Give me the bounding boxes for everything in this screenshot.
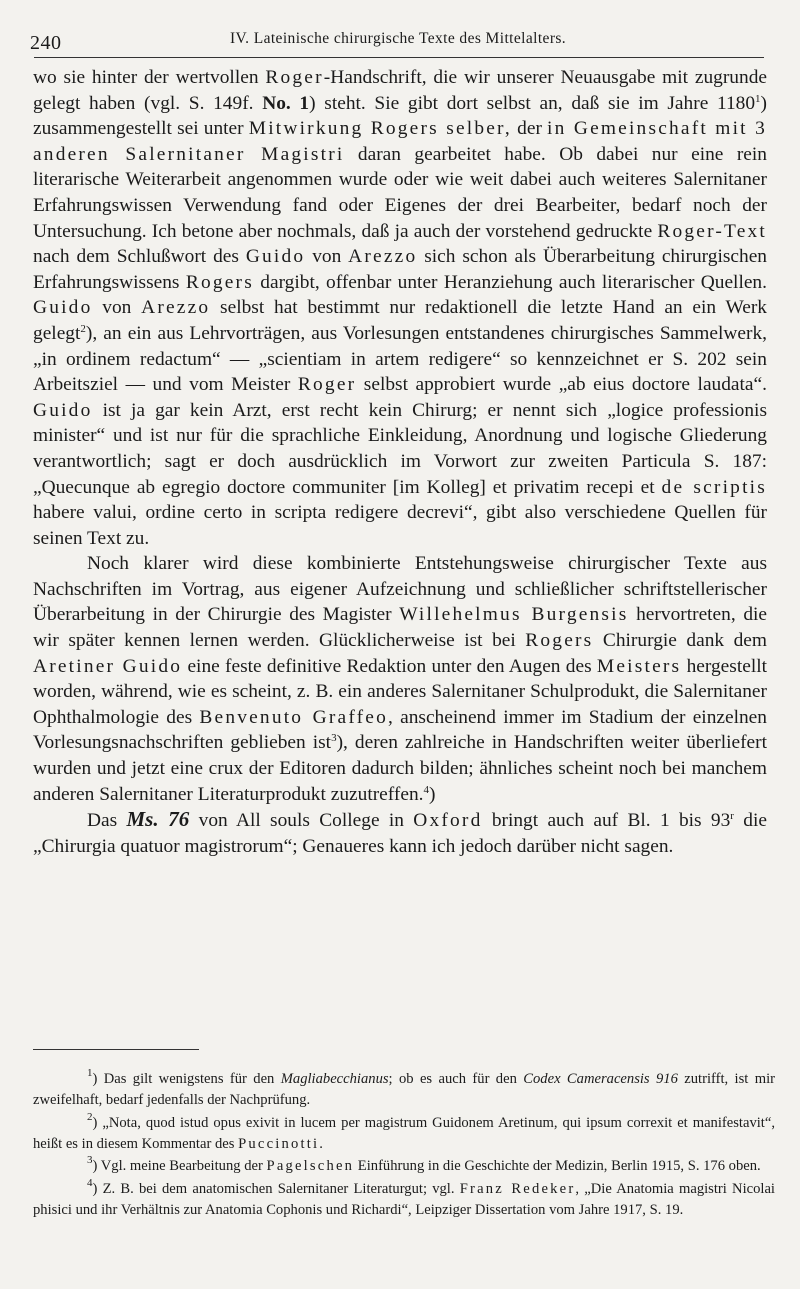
paragraph-3 bbox=[33, 807, 767, 859]
manuscript-reference: Ms. 76 bbox=[126, 807, 190, 832]
footnote-3 bbox=[33, 1156, 775, 1177]
text-run: sich schon als Überarbeitung chirurgischen Erfahrungswissens bbox=[33, 246, 768, 293]
footnote-number: 3 bbox=[87, 1154, 93, 1166]
spaced-name: Guido bbox=[245, 246, 306, 268]
footnote-2 bbox=[33, 1110, 775, 1155]
spaced-phrase: in Gemeinschaft mit 3 anderen Salernitaner Magistri bbox=[33, 118, 767, 165]
spaced-phrase: de scriptis bbox=[661, 476, 767, 498]
text-run: ), an ein aus Lehrvorträgen, aus Vorlesungen entstandenes chirurgisches Sammelwerk, „in ordinem redactum“ — „scientiam in artem redigere“ so kennzeichnet er S. 202 sein Arbeitsziel — und vom Meister bbox=[33, 322, 767, 396]
text-run: daran gearbeitet habe. Ob dabei nur eine rein literarische Weiterarbeit angenommen wurde oder wie weit dabei auch weiteres Salernitaner Erfahrungswissen Verwendung fand oder Eigenes der drei Bearbeiter, bedarf noch der Untersuchung. Ich betone aber nochmals, daß ja auch der vorstehend gedruckte bbox=[33, 143, 767, 242]
running-title: IV. Lateinische chirurgische Texte des Mittelalters. bbox=[230, 30, 567, 47]
spaced-name: Franz Redeker bbox=[459, 1180, 576, 1197]
spaced-name: Arezzo bbox=[348, 246, 418, 268]
text-run: hervortreten, die wir später kennen lernen werden. Glücklicherweise ist bei bbox=[33, 604, 768, 652]
text-run: ) Z. B. bei dem anatomischen Salernitaner Literaturgut; vgl. bbox=[92, 1180, 460, 1197]
text-run: Noch klarer wird diese kombinierte Entstehungsweise chirurgischer Texte aus Nachschriften im Vortrag, aus eigener Aufzeichnung und schließlicher schriftstellerischer Überarbeitung in der Chirurgie des Magister bbox=[33, 553, 767, 626]
spaced-name: Pagelschen bbox=[266, 1158, 355, 1174]
text-run: der bbox=[512, 118, 548, 140]
footnote-1 bbox=[33, 1069, 775, 1111]
text-run: ) bbox=[429, 783, 436, 805]
text-run: ist ja gar kein Arzt, erst recht kein Chirurg; er nennt sich „logice professionis minister“ und ist nur für die sprachliche Einkleidung, Anordnung und logische Gliederung verantwortlich; sagt er doch ausdrücklich im Vorwort zur zweiten Particula S. 187: „Quecunque ab egregio doctore communiter [im Kolleg] et privatim recepi et bbox=[33, 399, 767, 498]
page-number: 240 bbox=[30, 32, 62, 54]
text-run: ) Das gilt wenigstens für den bbox=[92, 1071, 281, 1087]
spaced-phrase: Mitwirkung Rogers selber, bbox=[248, 118, 512, 140]
italic-title: Magliabecchianus bbox=[280, 1071, 389, 1087]
text-run: ; ob es auch für den bbox=[388, 1071, 524, 1087]
text-run: wo sie hinter der wertvollen bbox=[33, 67, 266, 88]
text-run: , „Die Anatomia magistri Nicolai phisici und ihr Verhältnis zur Anatomia Cophonis und Richardi“, Leipziger Dissertation vom Jahre 1917, S. 19. bbox=[33, 1180, 775, 1218]
spaced-name: Aretiner Guido bbox=[33, 655, 183, 677]
text-run: ), deren zahlreiche in Handschriften weiter überliefert wurden und jetzt eine crux der Editoren dadurch bilden; ähnliches scheint noch bei manchem anderen Salernitaner Literaturprodukt zuzutreffen. bbox=[33, 732, 767, 805]
text-run: selbst approbiert wurde „ab eius doctore laudata“. bbox=[356, 374, 767, 396]
text-run: selbst hat bestimmt nur redaktionell die letzte Hand an ein Werk gelegt bbox=[33, 297, 768, 344]
text-run: Chirurgie dank dem bbox=[593, 630, 767, 652]
text-run: eine feste definitive Redaktion unter den Augen des bbox=[182, 655, 597, 677]
superscript: r bbox=[730, 810, 734, 823]
text-run: von All souls College in bbox=[189, 810, 414, 832]
spaced-name: Rogers bbox=[185, 271, 254, 293]
main-text bbox=[33, 65, 767, 859]
footnote-rule bbox=[33, 1049, 199, 1050]
text-run: zutrifft, ist mir zweifelhaft, bedarf jedenfalls der Nachprüfung. bbox=[33, 1071, 775, 1108]
text-run: ) Vgl. meine Bearbeitung der bbox=[92, 1158, 267, 1174]
spaced-name: Meisters bbox=[596, 655, 682, 677]
footnote-marker: 3 bbox=[331, 732, 337, 745]
spaced-name: Rogers bbox=[525, 630, 594, 652]
text-run: Das bbox=[87, 810, 127, 832]
text-run: dargibt, offenbar unter Heranziehung auch literarischer Quellen. bbox=[253, 271, 767, 293]
text-run: die „Chirurgia quatuor magistrorum“; Genaueres kann ich jedoch darüber nicht sagen. bbox=[33, 810, 767, 857]
text-run: Einführung in die Geschichte der Medizin, Berlin 1915, S. 176 oben. bbox=[354, 1158, 761, 1174]
spaced-name: Guido bbox=[33, 399, 93, 421]
spaced-name: Puccinotti bbox=[238, 1135, 320, 1152]
spaced-name: Roger bbox=[265, 67, 324, 88]
spaced-name: Benvenuto Graffeo bbox=[199, 706, 388, 728]
spaced-name: Roger bbox=[297, 374, 357, 396]
spaced-name: Arezzo bbox=[141, 297, 211, 319]
footnote-number: 4 bbox=[87, 1176, 93, 1189]
paragraph-2 bbox=[33, 551, 767, 807]
text-run: , anscheinend immer im Stadium der einzelnen Vorlesungsnachschriften geblieben ist bbox=[33, 706, 767, 754]
paragraph-1 bbox=[33, 65, 767, 551]
text-run: habere valui, ordine certo in scripta redigere decrevi“, gibt also verschiedene Quellen für seinen Text zu. bbox=[33, 502, 767, 549]
spaced-name: Roger-Text bbox=[657, 220, 767, 242]
text-run: nach dem Schlußwort des bbox=[33, 246, 246, 268]
footnotes bbox=[33, 1069, 775, 1222]
text-run: von bbox=[92, 297, 142, 319]
text-run: bringt auch auf Bl. 1 bis 93 bbox=[482, 810, 731, 832]
spaced-name: Guido bbox=[33, 297, 93, 319]
text-run: von bbox=[305, 246, 349, 268]
footnote-number: 2 bbox=[87, 1110, 93, 1123]
spaced-name: Oxford bbox=[413, 810, 483, 832]
footnote-marker: 4 bbox=[423, 783, 430, 796]
footnote-number: 1 bbox=[87, 1067, 93, 1079]
header-rule bbox=[34, 57, 764, 58]
text-run: hergestellt worden, während, wie es scheint, z. B. ein anderes Salernitaner Schulprodukt, die Salernitaner Ophthalmologie des bbox=[33, 655, 767, 728]
text-run: ) steht. Sie gibt dort selbst an, daß sie im Jahre 1180 bbox=[309, 92, 756, 114]
text-run: ) zusammengestellt sei unter bbox=[33, 92, 768, 140]
footnote-marker: 2 bbox=[80, 322, 86, 335]
text-run: -Handschrift, die wir unserer Neuausgabe mit zugrunde gelegt haben (vgl. S. 149f. bbox=[33, 67, 767, 114]
page-header bbox=[30, 26, 770, 52]
text-run: ) „Nota, quod istud opus exivit in lucem per magistrum Guidonem Aretinum, qui ipsum correxit et manifestavit“, heißt es in diesem Kommentar des bbox=[33, 1114, 775, 1152]
footnote-4 bbox=[33, 1176, 775, 1221]
footnote-marker: 1 bbox=[755, 92, 761, 105]
text-run: . bbox=[319, 1135, 323, 1152]
italic-title: Codex Cameracensis 916 bbox=[523, 1071, 678, 1087]
spaced-name: Willehelmus Burgensis bbox=[399, 604, 629, 626]
bold-reference: No. 1 bbox=[262, 92, 310, 114]
